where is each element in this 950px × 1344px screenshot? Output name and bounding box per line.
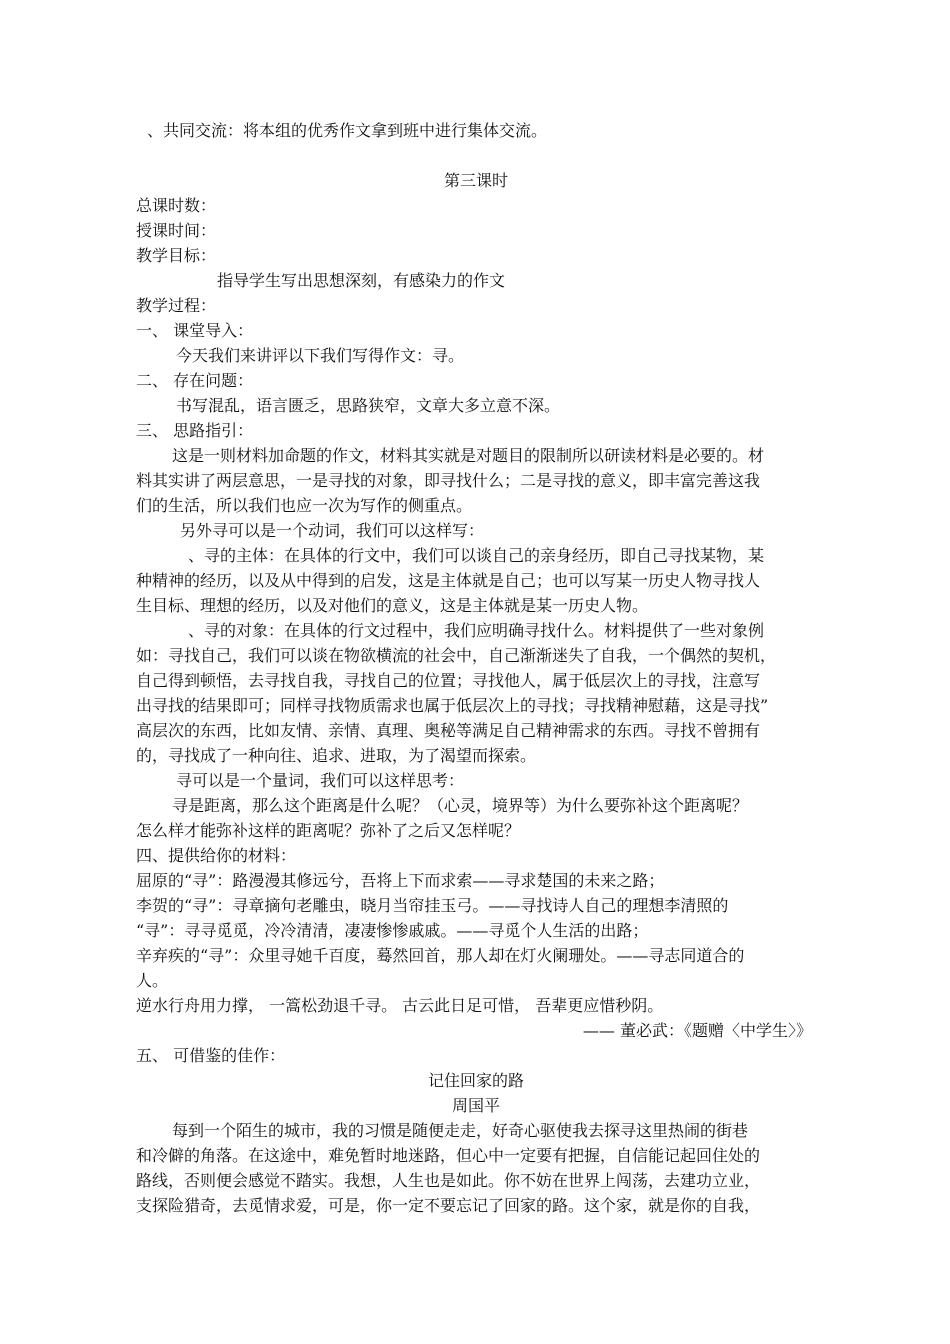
paragraph-line: 、寻的对象：在具体的行文过程中，我们应明确寻找什么。材料提供了一些对象例 — [188, 621, 765, 640]
paragraph-line: 种精神的经历，以及从中得到的启发，这是主体就是自己；也可以写某一历史人物寻找人 — [136, 571, 761, 590]
material-line: 人。 — [136, 971, 169, 990]
paragraph-line: 、寻的主体：在具体的行文中，我们可以谈自己的亲身经历，即自己寻找某物，某 — [188, 546, 765, 565]
section-4-heading: 四、提供给你的材料： — [136, 846, 297, 865]
poem-attribution: —— 董必武：《题赠〈中学生〉》 — [582, 1021, 812, 1040]
paragraph-line: 寻是距离，那么这个距离是什么呢？（心灵，境界等）为什么要弥补这个距离呢？ — [172, 796, 749, 815]
paragraph-line: 寻可以是一个量词，我们可以这样思考： — [176, 771, 465, 790]
material-line: 李贺的“寻”：寻章摘句老雕虫，晓月当帘挂玉弓。——寻找诗人自己的理想李清照的 — [136, 896, 729, 915]
paragraph-line: 们的生活，所以我们也应一次为写作的侧重点。 — [136, 496, 473, 515]
total-hours-label: 总课时数： — [136, 196, 217, 215]
teaching-time-label: 授课时间： — [136, 221, 217, 240]
teaching-process-label: 教学过程： — [136, 296, 217, 315]
essay-line: 和冷僻的角落。在这途中，难免暂时地迷路，但心中一定要有把握，自信能记起回住处的 — [136, 1146, 761, 1165]
essay-line: 每到一个陌生的城市，我的习惯是随便走走，好奇心驱使我去探寻这里热闹的街巷 — [172, 1121, 749, 1140]
teaching-goal-label: 教学目标： — [136, 246, 217, 265]
teaching-goal-text: 指导学生写出思想深刻，有感染力的作文 — [217, 271, 506, 290]
paragraph-line: 如：寻找自己，我们可以谈在物欲横流的社会中，自己渐渐迷失了自我，一个偶然的契机， — [136, 646, 777, 665]
paragraph-line: 生目标、理想的经历，以及对他们的意义，这是主体就是某一历史人物。 — [136, 596, 649, 615]
exchange-step-line: 、共同交流：将本组的优秀作文拿到班中进行集体交流。 — [147, 121, 548, 140]
material-line: “寻”：寻寻觅觅，冷冷清清，凄凄惨惨戚戚。——寻觅个人生活的出路； — [136, 921, 649, 940]
lesson-title: 第三课时 — [443, 171, 508, 190]
paragraph-line: 料其实讲了两层意思，一是寻找的对象，即寻找什么；二是寻找的意义，即丰富完善这我 — [136, 471, 761, 490]
paragraph-line: 这是一则材料加命题的作文，材料其实就是对题目的限制所以研读材料是必要的。材 — [172, 446, 765, 465]
essay-line: 支探险猎奇，去觅情求爱，可是，你一定不要忘记了回家的路。这个家，就是你的自我， — [136, 1196, 761, 1215]
material-line: 辛弃疾的“寻”：众里寻她千百度，蓦然回首，那人却在灯火阑珊处。——寻志同道合的 — [136, 946, 745, 965]
section-1-text: 今天我们来讲评以下我们写得作文：寻。 — [176, 346, 465, 365]
poem-line: 逆水行舟用力撑， 一篙松劲退千寻。 古云此日足可惜， 吾辈更应惜秒阴。 — [136, 996, 664, 1015]
essay-author: 周国平 — [451, 1096, 500, 1115]
paragraph-line: 出寻找的结果即可；同样寻找物质需求也属于低层次上的寻找；寻找精神慰藉，这是寻找” — [136, 696, 769, 715]
essay-line: 路线，否则便会感觉不踏实。我想，人生也是如此。你不妨在世界上闯荡，去建功立业， — [136, 1171, 761, 1190]
paragraph-line: 高层次的东西，比如友情、亲情、真理、奥秘等满足自己精神需求的东西。寻找不曾拥有 — [136, 721, 761, 740]
section-1-heading: 一、 课堂导入： — [136, 321, 254, 340]
paragraph-line: 自己得到顿悟，去寻找自我，寻找自己的位置；寻找他人，属于低层次上的寻找，注意写 — [136, 671, 761, 690]
essay-title: 记住回家的路 — [427, 1071, 524, 1090]
paragraph-line: 另外寻可以是一个动词，我们可以这样写： — [180, 521, 485, 540]
section-2-text: 书写混乱，语言匮乏，思路狭窄，文章大多立意不深。 — [176, 396, 561, 415]
section-2-heading: 二、 存在问题： — [136, 371, 254, 390]
section-3-heading: 三、 思路指引： — [136, 421, 254, 440]
paragraph-line: 的，寻找成了一种向往、追求、进取，为了渴望而探索。 — [136, 746, 537, 765]
material-line: 屈原的“寻”：路漫漫其修远兮，吾将上下而求索——寻求楚国的未来之路； — [136, 871, 665, 890]
paragraph-line: 怎么样才能弥补这样的距离呢？弥补了之后又怎样呢？ — [136, 821, 521, 840]
section-5-heading: 五、 可借鉴的佳作： — [136, 1046, 286, 1065]
